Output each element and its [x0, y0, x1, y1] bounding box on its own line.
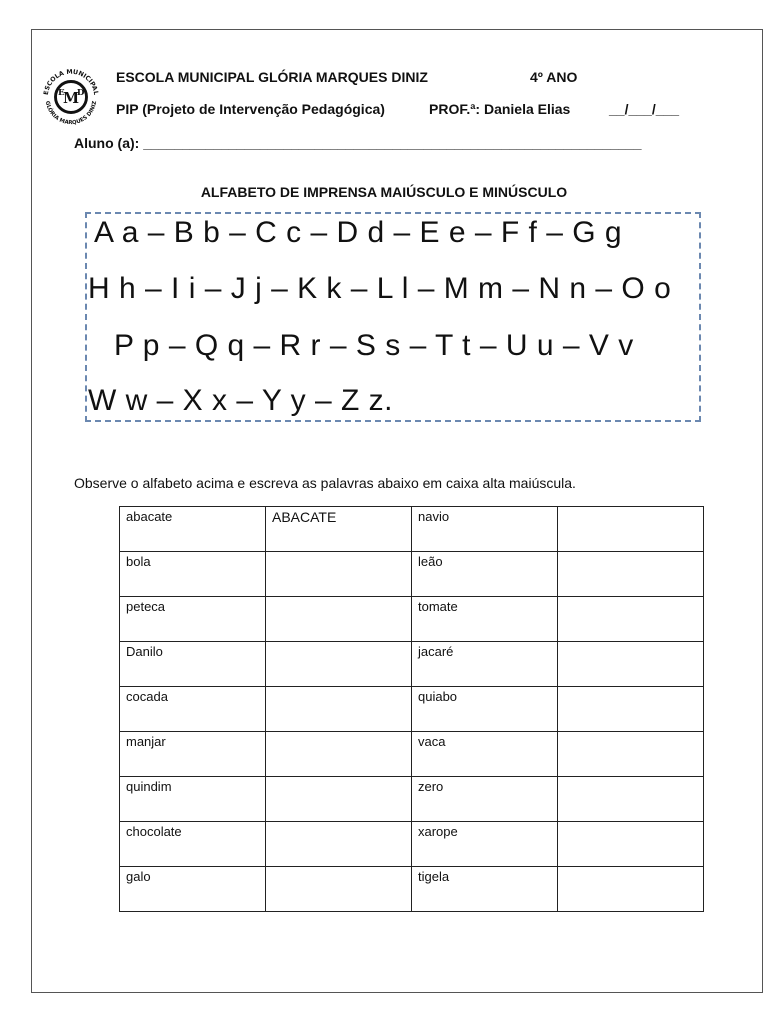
table-row	[120, 552, 704, 597]
table-row	[120, 867, 704, 912]
answer-cell[interactable]	[266, 867, 412, 912]
svg-text:D: D	[76, 88, 85, 99]
answer-cell[interactable]	[558, 597, 704, 642]
word-cell: tomate	[412, 597, 558, 642]
answer-cell[interactable]: ABACATE	[266, 507, 412, 552]
answer-cell[interactable]	[558, 867, 704, 912]
word-cell: tigela	[412, 867, 558, 912]
table-row	[120, 777, 704, 822]
svg-text:M: M	[62, 89, 80, 107]
word-cell: zero	[412, 777, 558, 822]
instruction-text: Observe o alfabeto acima e escreva as palavras abaixo em caixa alta maiúscula.	[74, 475, 576, 491]
words-table	[119, 506, 704, 912]
school-logo	[40, 66, 102, 128]
word-cell: quindim	[120, 777, 266, 822]
svg-text:E: E	[57, 88, 65, 99]
table-row	[120, 597, 704, 642]
word-cell: quiabo	[412, 687, 558, 732]
alphabet-line-3: P p – Q q – R r – S s – T t – U u – V v	[114, 329, 634, 362]
word-cell: jacaré	[412, 642, 558, 687]
answer-cell[interactable]	[558, 777, 704, 822]
answer-cell[interactable]	[266, 822, 412, 867]
word-cell: chocolate	[120, 822, 266, 867]
word-cell: manjar	[120, 732, 266, 777]
answer-cell[interactable]	[558, 552, 704, 597]
answer-cell[interactable]	[558, 732, 704, 777]
table-row	[120, 822, 704, 867]
word-cell: Danilo	[120, 642, 266, 687]
alphabet-line-1: A a – B b – C c – D d – E e – F f – G g	[94, 216, 623, 249]
answer-cell[interactable]	[558, 507, 704, 552]
word-cell: xarope	[412, 822, 558, 867]
answer-cell[interactable]	[266, 732, 412, 777]
teacher-label: PROF.ª: Daniela Elias	[429, 101, 571, 117]
answer-cell[interactable]	[558, 822, 704, 867]
word-cell: peteca	[120, 597, 266, 642]
answer-cell[interactable]	[558, 687, 704, 732]
word-cell: abacate	[120, 507, 266, 552]
table-row	[120, 732, 704, 777]
word-cell: vaca	[412, 732, 558, 777]
svg-text:ESCOLA MUNICIPAL: ESCOLA MUNICIPAL	[42, 68, 100, 96]
answer-cell[interactable]	[558, 642, 704, 687]
student-name-field[interactable]: Aluno (a): ________________________________________________________________	[74, 135, 642, 151]
table-row	[120, 687, 704, 732]
table-row	[120, 507, 704, 552]
answer-cell[interactable]	[266, 687, 412, 732]
alphabet-line-4: W w – X x – Y y – Z z.	[88, 384, 393, 417]
project-label: PIP (Projeto de Intervenção Pedagógica)	[116, 101, 385, 117]
word-cell: galo	[120, 867, 266, 912]
answer-cell[interactable]	[266, 552, 412, 597]
date-field[interactable]: __/___/___	[609, 101, 680, 117]
alphabet-line-2: H h – I i – J j – K k – L l – M m – N n – O o	[88, 272, 672, 305]
answer-cell[interactable]	[266, 642, 412, 687]
school-name: ESCOLA MUNICIPAL GLÓRIA MARQUES DINIZ	[116, 69, 428, 85]
answer-cell[interactable]	[266, 597, 412, 642]
word-cell: bola	[120, 552, 266, 597]
word-cell: cocada	[120, 687, 266, 732]
svg-text:GLÓRIA MARQUES DINIZ: GLÓRIA MARQUES DINIZ	[43, 100, 99, 127]
word-cell: leão	[412, 552, 558, 597]
worksheet-title: ALFABETO DE IMPRENSA MAIÚSCULO E MINÚSCULO	[200, 184, 568, 200]
answer-cell[interactable]	[266, 777, 412, 822]
table-row	[120, 642, 704, 687]
grade-label: 4º ANO	[530, 69, 578, 85]
word-cell: navio	[412, 507, 558, 552]
